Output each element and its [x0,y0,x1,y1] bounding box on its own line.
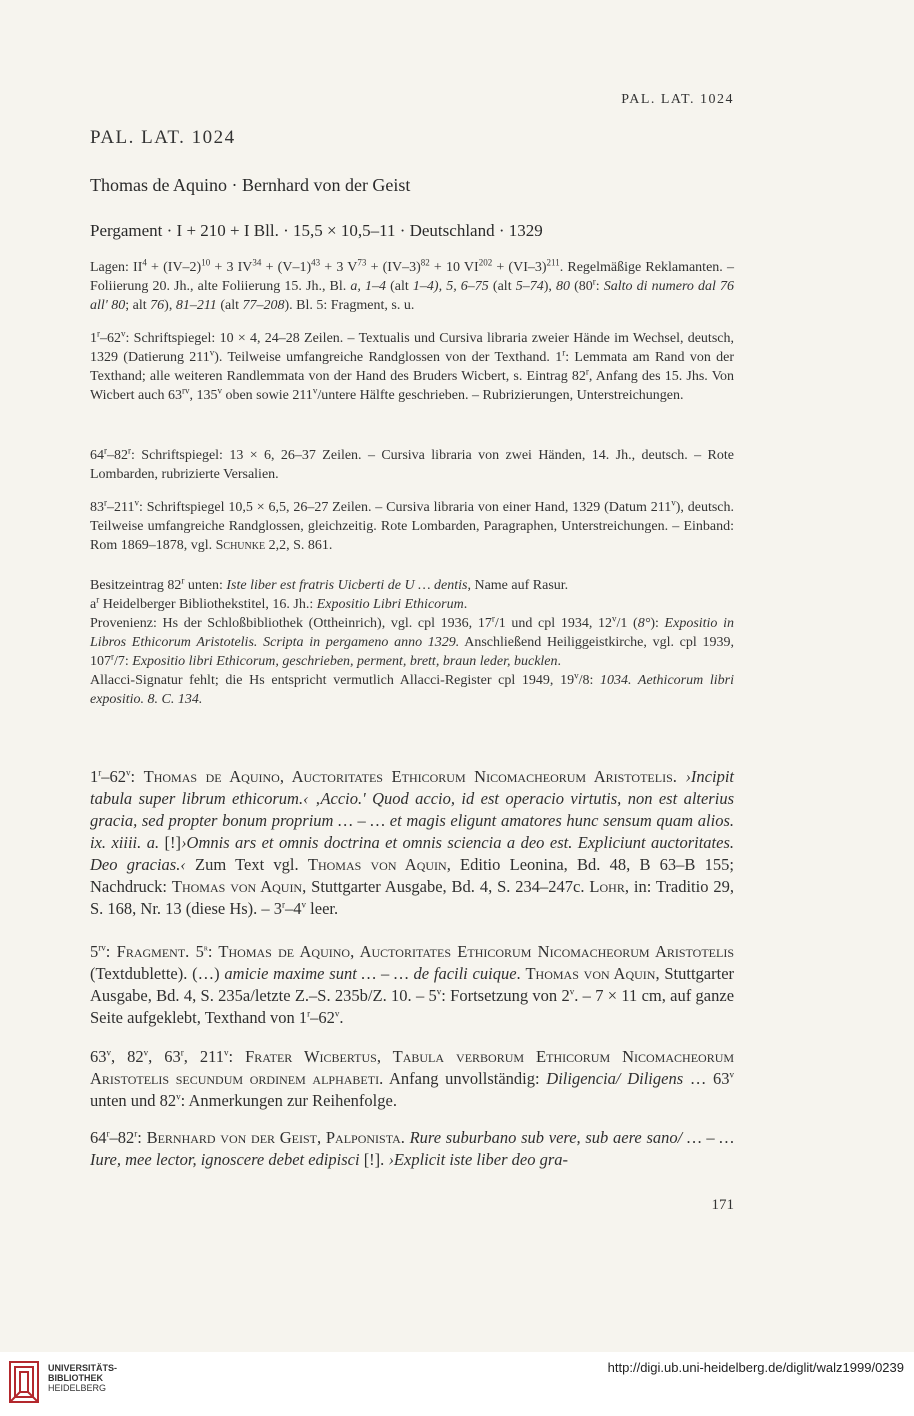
content-section-2: $5^{rv}$: Fragment. 5$^r$: Thomas de Aquino, Auctoritates Ethicorum Nicomacheorum Aristotelis (Textdublette). (…) amicie maxime sunt … – … de facili cuique. Thomas von Aquin, Stuttgarter Ausgabe, Bd. 4, S. 235a/letzte Z.–S. 235b/Z. 10. – 5$^v$: Fortsetzung von 2$^v$. – 7 × 11 cm, auf ganze Seite aufgeklebt, Texthand von 1$^r$–62$^v$. [90,942,735,1027]
page-number: 171 [711,1197,734,1213]
library-name [48,1363,117,1393]
script-paragraph-2: 64$^r$–82$^r$: Schriftspiegel: 13 × 6, 26–37 Zeilen. – Cursiva libraria von zwei Händen, 14. Jh., deutsch. – Rote Lombarden, rubrizierte Versalien. [90,445,734,482]
content-section-1: 1$^r$–62$^v$: Thomas de Aquino, Auctoritates Ethicorum Nicomacheorum Aristotelis. ›Incipit tabula super librum ethicorum.‹ ‚Accio.' Quod accio, id est operacio virtutis, non est alterius gracia, sed propter bonum proprium … – … et magis eligunt amatores hunc sensum quam alios. ix. xiiii. a. [!]›Omnis ars et omnis doctrina et omnis sciencia a deo est. Expliciunt auctoritates. Deo gracias.‹ Zum Text vgl. Thomas von Aquin, Editio Leonina, Bd. 48, B 63–B 155; Nachdruck: Thomas von Aquin, Stuttgarter Ausgabe, Bd. 4, S. 234–247c. Lohr, in: Traditio 29, S. 168, Nr. 13 (diese Hs). – 3$^r$–4$^v$ leer. [90,767,734,918]
script-paragraph-1: 1$^r$–62$^v$: Schriftspiegel: 10 × 4, 24–28 Zeilen. – Textualis und Cursiva libraria zweier Hände im Wechsel, deutsch, 1329 (Datierung 211$^v$). Teilweise umfangreiche Randglossen von der Texthand. 1$^r$: Lemmata am Rand von der Texthand; alle weiteren Randlemmata von der Hand des Bruders Wicbert, s. Eintrag 82$^r$, Anfang des 15. Jhs. Von Wicbert auch $63^{rv}$, 135$^v$ oben sowie 211$^v$/untere Hälfte geschrieben. – Rubrizierungen, Unterstreichungen. [90,328,735,403]
provenance-block: Besitzeintrag 82$^r$ unten: Iste liber est fratris Uicberti de U … dentis, Name auf Rasur. $a^r$ Heidelberger Bibliothekstitel, 16. Jh.: Expositio Libri Ethicorum. Provenienz: Hs der Schloßbibliothek (Ottheinrich), vgl. cpl 1936, 17$^r$/1 und cpl 1934, 12$^v$/1 (8°): Expositio in Libros Ethicorum Aristotelis. Scripta in pergameno anno 1329. Anschließend Heiliggeistkirche, vgl. cpl 1939, 107$^r$/7: Expositio libri Ethicorum, geschrieben, perment, brett, braun leder, bucklen. Allacci-Signatur fehlt; die Hs entspricht vermutlich Allacci-Register cpl 1949, 19$^v$/8: 1034. Aethicorum libri expositio. 8. C. 134. [90,575,734,707]
library-name-line2: BIBLIOTHEK [48,1373,103,1383]
source-url-link[interactable]: http://digi.ub.uni-heidelberg.de/diglit/walz1999/0239 [607,1360,904,1375]
script-paragraph-3: 83$^r$–211$^v$: Schriftspiegel 10,5 × 6,5, 26–27 Zeilen. – Cursiva libraria von einer Hand, 1329 (Datum 211$^v$), deutsch. Teilweise umfangreiche Randglossen, gleichzeitig. Rote Lombarden, Paragraphen, Unterstreichungen. – Einband: Rom 1869–1878, vgl. Schunke 2,2, S. 861. [90,497,734,553]
content-section-3: 63$^v$, 82$^v$, 63$^r$, 211$^v$: Frater Wicbertus, Tabula verborum Ethicorum Nicomacheorum Aristotelis secundum ordinem alphabeti. Anfang unvollständig: Diligencia/ Diligens … 63$^v$ unten und 82$^v$: Anmerkungen zur Reihenfolge. [90,1047,735,1110]
collation-paragraph: Lagen: $II^4 + (IV-2)^{10} + 3$ $IV^{34} + (V-1)^{43} + 3$ $V^{73} + (IV-3)^{82} + 10$ $VI^{202} + (VI-3)^{211}$. Regelmäßige Reklamanten. – Foliierung 20. Jh., alte Foliierung 15. Jh., Bl. a, 1–4 (alt 1–4), 5, 6–75 (alt 5–74), 80 (80$^r$: Salto di numero dal 76 all' 80; alt 76), 81–211 (alt 77–208). Bl. 5: Fragment, s. u. [90,257,735,313]
running-head: PAL. LAT. 1024 [621,92,734,107]
library-name-line3: HEIDELBERG [48,1383,107,1393]
physical-description: Pergament · I + 210 + I Bll. · 15,5 × 10,5–11 · Deutschland · 1329 [90,221,543,240]
library-name-line1: UNIVERSITÄTS- [48,1363,118,1373]
library-logo-icon [8,1360,40,1404]
work-title: Thomas de Aquino · Bernhard von der Geist [90,175,411,195]
content-section-4: 64$^r$–82$^r$: Bernhard von der Geist, Palponista. Rure suburbano sub vere, sub aere sano/ … – … Iure, mee lector, ignoscere debet edipisci [!]. ›Explicit iste liber deo gra- [90,1128,734,1169]
manuscript-signature: PAL. LAT. 1024 [90,127,236,148]
